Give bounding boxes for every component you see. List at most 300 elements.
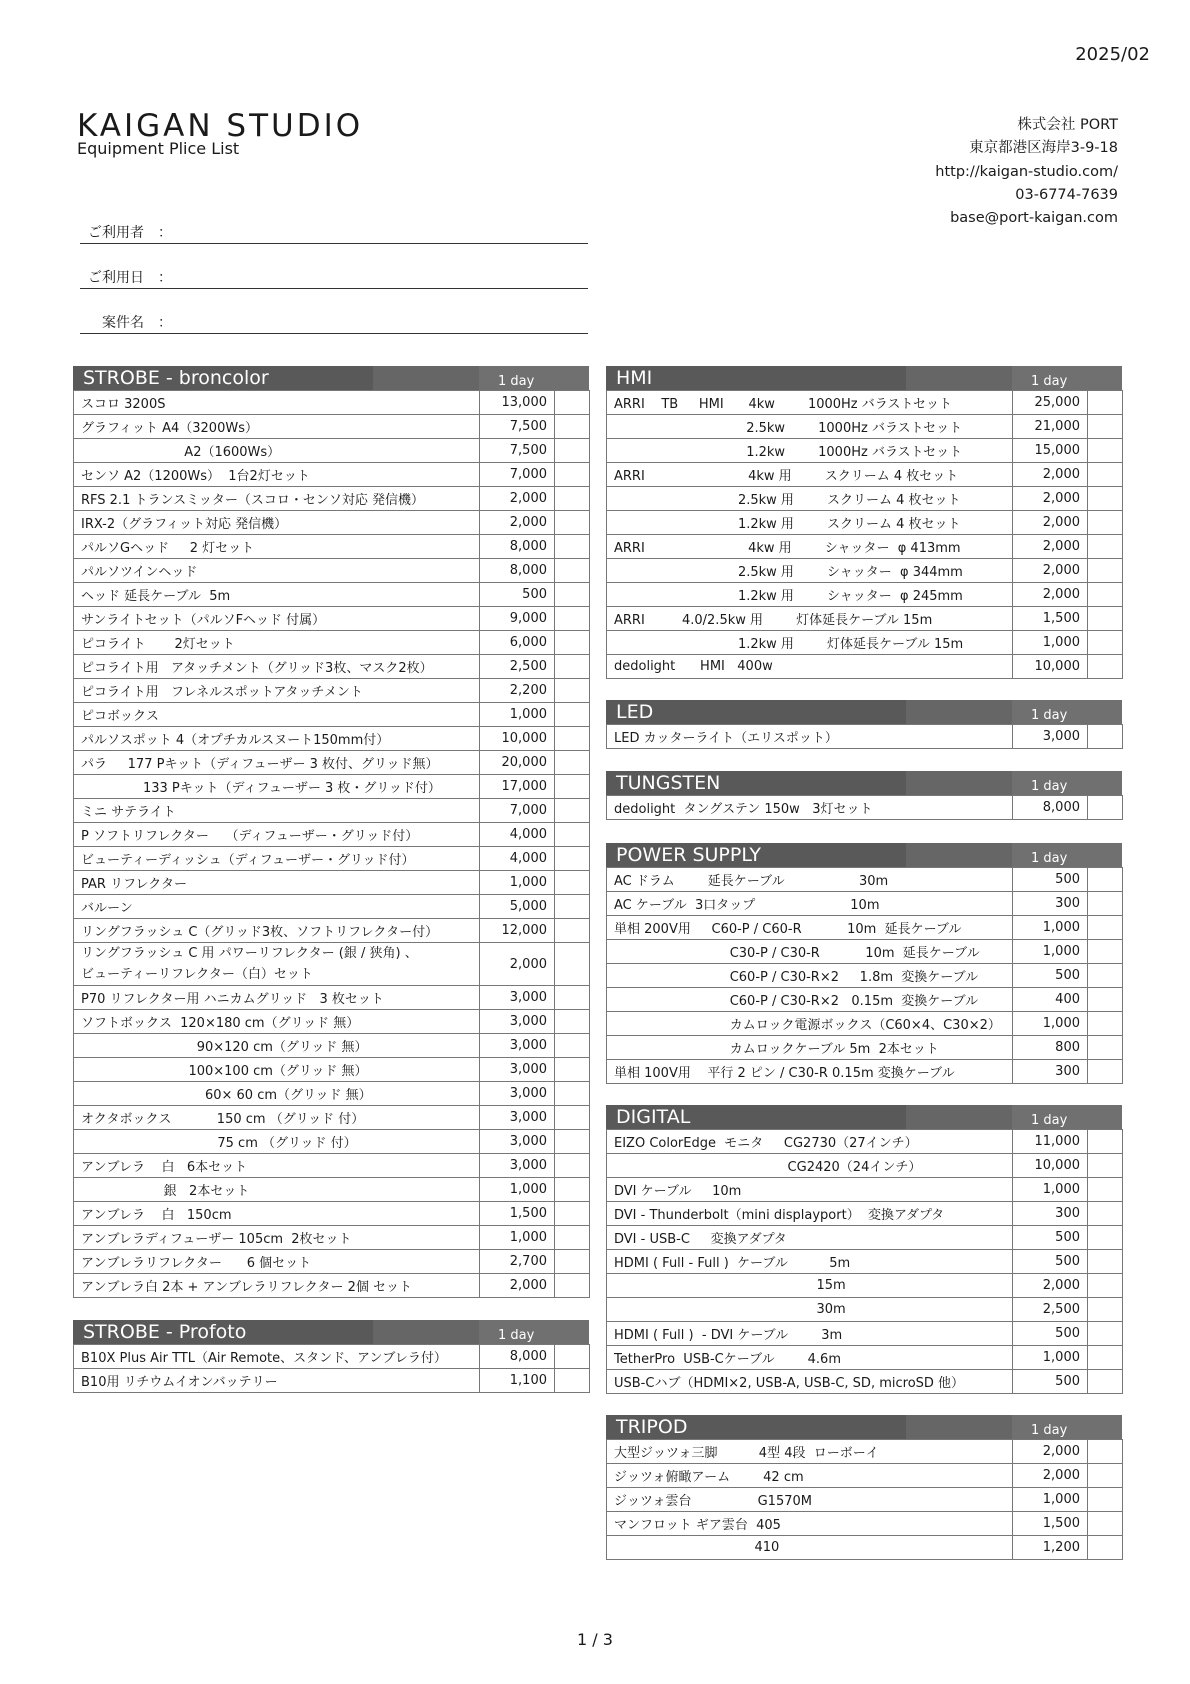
item-name: ピコライト用 フレネルスポットアタッチメント <box>74 679 480 703</box>
item-name: 銀 2本セット <box>74 1178 480 1202</box>
table-row <box>607 1536 1123 1560</box>
project-field[interactable] <box>80 312 588 334</box>
quantity-cell[interactable] <box>555 1130 590 1154</box>
item-price: 8,000 <box>480 1345 555 1369</box>
table-row <box>74 511 590 535</box>
day-label: 1 day <box>1031 708 1068 723</box>
item-price: 1,000 <box>1013 940 1088 964</box>
item-price: 7,500 <box>480 415 555 439</box>
item-price: 2,000 <box>1013 1440 1088 1464</box>
table-row <box>607 415 1123 439</box>
quantity-cell[interactable] <box>555 847 590 871</box>
header-shade <box>373 1320 479 1344</box>
table-row <box>607 1226 1123 1250</box>
table-row <box>607 655 1123 679</box>
item-name: ソフトボックス 120×180 cm（グリッド 無） <box>74 1010 480 1034</box>
quantity-cell[interactable] <box>1088 415 1123 439</box>
quantity-cell[interactable] <box>555 751 590 775</box>
table-row <box>607 1202 1123 1226</box>
quantity-cell[interactable] <box>555 727 590 751</box>
item-name: ピコライト 2灯セット <box>74 631 480 655</box>
quantity-cell[interactable] <box>555 583 590 607</box>
quantity-cell[interactable] <box>1088 607 1123 631</box>
item-name: DVI - Thunderbolt（mini displayport） 変換アダプタ <box>607 1202 1013 1226</box>
item-name: P ソフトリフレクター （ディフューザー・グリッド付） <box>74 823 480 847</box>
table-row <box>607 1060 1123 1084</box>
table-row <box>607 1298 1123 1322</box>
table-row <box>607 1178 1123 1202</box>
item-price: 10,000 <box>1013 1154 1088 1178</box>
quantity-cell[interactable] <box>1088 916 1123 940</box>
table-row <box>74 1226 590 1250</box>
item-price: 3,000 <box>480 1106 555 1130</box>
item-price: 1,500 <box>1013 1512 1088 1536</box>
table-row <box>74 1130 590 1154</box>
item-name: 75 cm （グリッド 付） <box>74 1130 480 1154</box>
item-price: 1,200 <box>1013 1536 1088 1560</box>
item-name: ARRI 4.0/2.5kw 用 灯体延長ケーブル 15m <box>607 607 1013 631</box>
item-name: パラ 177 Pキット（ディフューザー 3 枚付、グリッド無） <box>74 751 480 775</box>
table-row <box>607 1440 1123 1464</box>
item-price: 4,000 <box>480 847 555 871</box>
item-name: 単相 100V用 平行 2 ピン / C30-R 0.15m 変換ケーブル <box>607 1060 1013 1084</box>
quantity-cell[interactable] <box>555 895 590 919</box>
item-price: 500 <box>1013 1250 1088 1274</box>
quantity-cell[interactable] <box>1088 1060 1123 1084</box>
quantity-cell[interactable] <box>555 1178 590 1202</box>
table-row <box>74 871 590 895</box>
quantity-cell[interactable] <box>555 415 590 439</box>
item-name: 大型ジッツォ三脚 4型 4段 ローボーイ <box>607 1440 1013 1464</box>
quantity-cell[interactable] <box>1088 892 1123 916</box>
user-field[interactable] <box>80 222 588 244</box>
item-price: 17,000 <box>480 775 555 799</box>
item-price: 300 <box>1013 892 1088 916</box>
table-row <box>607 439 1123 463</box>
item-price: 500 <box>1013 1322 1088 1346</box>
price-table <box>606 390 1123 679</box>
item-name: DVI - USB-C 変換アダプタ <box>607 1226 1013 1250</box>
header-shade <box>906 700 1012 724</box>
quantity-cell[interactable] <box>1088 1250 1123 1274</box>
item-price: 2,000 <box>480 943 555 986</box>
item-name: オクタボックス 150 cm （グリッド 付） <box>74 1106 480 1130</box>
item-name: アンブレラ 白 6本セット <box>74 1154 480 1178</box>
quantity-cell[interactable] <box>1088 725 1123 749</box>
table-row <box>607 1370 1123 1394</box>
section-led <box>606 700 1122 749</box>
quantity-cell[interactable] <box>555 439 590 463</box>
item-name: パルソGヘッド 2 灯セット <box>74 535 480 559</box>
item-name: カムロックケーブル 5m 2本セット <box>607 1036 1013 1060</box>
table-row <box>607 1036 1123 1060</box>
quantity-cell[interactable] <box>1088 1298 1123 1322</box>
item-name: アンブレラ白 2本 + アンブレラリフレクター 2個 セット <box>74 1274 480 1298</box>
item-price: 1,000 <box>1013 1346 1088 1370</box>
item-price: 11,000 <box>1013 1130 1088 1154</box>
quantity-cell[interactable] <box>1088 1130 1123 1154</box>
item-name: 単相 200V用 C60-P / C60-R 10m 延長ケーブル <box>607 916 1013 940</box>
table-row <box>74 727 590 751</box>
item-price: 10,000 <box>480 727 555 751</box>
table-row <box>607 1130 1123 1154</box>
item-price: 10,000 <box>1013 655 1088 679</box>
item-price: 8,000 <box>480 535 555 559</box>
table-row <box>74 1274 590 1298</box>
table-row <box>74 391 590 415</box>
item-name-line1: リングフラッシュ C 用 パワーリフレクター (銀 / 狭角) 、 <box>81 946 418 961</box>
item-price: 3,000 <box>480 986 555 1010</box>
item-name: アンブレラリフレクター 6 個セット <box>74 1250 480 1274</box>
item-price: 2,000 <box>1013 1274 1088 1298</box>
item-price: 3,000 <box>480 1010 555 1034</box>
price-table <box>606 1439 1123 1560</box>
item-name: ピコボックス <box>74 703 480 727</box>
table-row <box>74 583 590 607</box>
quantity-cell[interactable] <box>1088 940 1123 964</box>
item-price: 2,500 <box>1013 1298 1088 1322</box>
quantity-cell[interactable] <box>1088 439 1123 463</box>
item-price: 1,000 <box>480 1226 555 1250</box>
item-price: 2,000 <box>1013 1464 1088 1488</box>
company-url[interactable]: http://kaigan-studio.com/ <box>935 163 1118 180</box>
quantity-cell[interactable] <box>555 535 590 559</box>
item-price: 300 <box>1013 1202 1088 1226</box>
table-row <box>74 1082 590 1106</box>
item-name: 90×120 cm（グリッド 無） <box>74 1034 480 1058</box>
table-row <box>607 535 1123 559</box>
document-date: 2025/02 <box>1075 44 1150 65</box>
quantity-cell[interactable] <box>1088 391 1123 415</box>
quantity-cell[interactable] <box>555 919 590 943</box>
quantity-cell[interactable] <box>1088 1274 1123 1298</box>
item-price: 15,000 <box>1013 439 1088 463</box>
item-price: 3,000 <box>480 1154 555 1178</box>
quantity-cell[interactable] <box>555 1034 590 1058</box>
table-row <box>74 1106 590 1130</box>
quantity-cell[interactable] <box>1088 463 1123 487</box>
header-shade <box>906 771 1012 795</box>
quantity-cell[interactable] <box>1088 1440 1123 1464</box>
quantity-cell[interactable] <box>1088 1226 1123 1250</box>
item-name: B10X Plus Air TTL（Air Remote、スタンド、アンブレラ付） <box>74 1345 480 1369</box>
quantity-cell[interactable] <box>1088 1370 1123 1394</box>
section-hmi <box>606 366 1122 679</box>
quantity-cell[interactable] <box>1088 1036 1123 1060</box>
quantity-cell[interactable] <box>555 1274 590 1298</box>
item-name: dedolight HMI 400w <box>607 655 1013 679</box>
table-row <box>607 868 1123 892</box>
item-name: 2.5kw 用 シャッター φ 344mm <box>607 559 1013 583</box>
item-name: RFS 2.1 トランスミッター（スコロ・センソ対応 発信機） <box>74 487 480 511</box>
item-price: 3,000 <box>480 1034 555 1058</box>
item-price: 7,000 <box>480 463 555 487</box>
table-row <box>74 487 590 511</box>
table-row <box>74 823 590 847</box>
date-label: ご利用日 ： <box>88 270 172 286</box>
quantity-cell[interactable] <box>1088 1012 1123 1036</box>
item-name: TetherPro USB-Cケーブル 4.6m <box>607 1346 1013 1370</box>
item-price: 400 <box>1013 988 1088 1012</box>
item-name: 15m <box>607 1274 1013 1298</box>
item-price: 2,000 <box>1013 487 1088 511</box>
quantity-cell[interactable] <box>555 1226 590 1250</box>
item-name: PAR リフレクター <box>74 871 480 895</box>
item-name: B10用 リチウムイオンバッテリー <box>74 1369 480 1393</box>
item-price: 2,000 <box>1013 583 1088 607</box>
item-name: ジッツォ俯瞰アーム 42 cm <box>607 1464 1013 1488</box>
quantity-cell[interactable] <box>1088 988 1123 1012</box>
item-name <box>74 943 480 986</box>
table-row <box>74 895 590 919</box>
item-price: 2,000 <box>480 1274 555 1298</box>
quantity-cell[interactable] <box>555 1345 590 1369</box>
item-price: 2,000 <box>1013 559 1088 583</box>
item-price: 1,000 <box>1013 631 1088 655</box>
item-name-line2: ビューティーリフレクター（白）セット <box>81 967 313 982</box>
item-name: グラフィット A4（3200Ws） <box>74 415 480 439</box>
item-price: 1,100 <box>480 1369 555 1393</box>
quantity-cell[interactable] <box>1088 559 1123 583</box>
item-name: 1.2kw 用 シャッター φ 245mm <box>607 583 1013 607</box>
table-row <box>74 1178 590 1202</box>
quantity-cell[interactable] <box>1088 1346 1123 1370</box>
document-subtitle: Equipment Plice List <box>77 139 240 158</box>
item-name: AC ドラム 延長ケーブル 30m <box>607 868 1013 892</box>
table-row <box>607 1154 1123 1178</box>
table-row <box>607 1250 1123 1274</box>
table-row <box>607 1012 1123 1036</box>
item-name: ピコライト用 アタッチメント（グリッド3枚、マスク2枚） <box>74 655 480 679</box>
section-strobe-broncolor <box>73 366 589 1298</box>
quantity-cell[interactable] <box>555 1106 590 1130</box>
quantity-cell[interactable] <box>555 823 590 847</box>
quantity-cell[interactable] <box>555 679 590 703</box>
item-price: 8,000 <box>1013 796 1088 820</box>
item-name: カムロック電源ボックス（C60×4、C30×2） <box>607 1012 1013 1036</box>
quantity-cell[interactable] <box>555 871 590 895</box>
company-info <box>935 114 1118 230</box>
section-header <box>606 1105 1122 1129</box>
item-name: ビューティーディッシュ（ディフューザー・グリッド付） <box>74 847 480 871</box>
item-name: 2.5kw 用 スクリーム 4 枚セット <box>607 487 1013 511</box>
section-strobe-profoto <box>73 1320 589 1393</box>
section-title: STROBE - Profoto <box>83 1321 247 1343</box>
header-shade <box>906 1105 1012 1129</box>
item-price: 500 <box>480 583 555 607</box>
day-label: 1 day <box>1031 851 1068 866</box>
item-price: 3,000 <box>1013 725 1088 749</box>
quantity-cell[interactable] <box>1088 487 1123 511</box>
item-price: 1,000 <box>1013 916 1088 940</box>
section-header <box>606 366 1122 390</box>
quantity-cell[interactable] <box>1088 1488 1123 1512</box>
table-row <box>74 631 590 655</box>
quantity-cell[interactable] <box>1088 1536 1123 1560</box>
item-name: 60× 60 cm（グリッド 無） <box>74 1082 480 1106</box>
header-shade <box>906 366 1012 390</box>
table-row <box>74 415 590 439</box>
quantity-cell[interactable] <box>1088 1322 1123 1346</box>
quantity-cell[interactable] <box>555 511 590 535</box>
table-row <box>74 655 590 679</box>
quantity-cell[interactable] <box>555 391 590 415</box>
quantity-cell[interactable] <box>1088 868 1123 892</box>
table-row <box>74 1345 590 1369</box>
quantity-cell[interactable] <box>1088 1154 1123 1178</box>
item-name: 133 Pキット（ディフューザー 3 枚・グリッド付） <box>74 775 480 799</box>
day-label: 1 day <box>1031 1113 1068 1128</box>
item-name: P70 リフレクター用 ハニカムグリッド 3 枚セット <box>74 986 480 1010</box>
day-label: 1 day <box>1031 374 1068 389</box>
quantity-cell[interactable] <box>555 799 590 823</box>
header-shade <box>906 1415 1012 1439</box>
quantity-cell[interactable] <box>555 1250 590 1274</box>
quantity-cell[interactable] <box>1088 964 1123 988</box>
table-row <box>74 1369 590 1393</box>
day-label: 1 day <box>498 374 535 389</box>
item-price: 9,000 <box>480 607 555 631</box>
item-name: センソ A2（1200Ws） 1台2灯セット <box>74 463 480 487</box>
company-email[interactable]: base@port-kaigan.com <box>950 210 1118 227</box>
item-name: リングフラッシュ C（グリッド3枚、ソフトリフレクター付） <box>74 919 480 943</box>
item-name: パルソツインヘッド <box>74 559 480 583</box>
item-price: 7,500 <box>480 439 555 463</box>
quantity-cell[interactable] <box>555 986 590 1010</box>
quantity-cell[interactable] <box>555 775 590 799</box>
quantity-cell[interactable] <box>1088 535 1123 559</box>
item-name: ジッツォ雲台 G1570M <box>607 1488 1013 1512</box>
item-price: 1,000 <box>1013 1012 1088 1036</box>
item-price: 7,000 <box>480 799 555 823</box>
quantity-cell[interactable] <box>555 1202 590 1226</box>
item-name: アンブレラ 白 150cm <box>74 1202 480 1226</box>
quantity-cell[interactable] <box>1088 631 1123 655</box>
item-name: マンフロット ギア雲台 405 <box>607 1512 1013 1536</box>
quantity-cell[interactable] <box>555 559 590 583</box>
day-label: 1 day <box>1031 1423 1068 1438</box>
quantity-cell[interactable] <box>1088 583 1123 607</box>
item-name: ARRI 4kw 用 シャッター φ 413mm <box>607 535 1013 559</box>
table-row <box>607 1322 1123 1346</box>
table-row <box>607 511 1123 535</box>
table-row <box>74 1010 590 1034</box>
table-row <box>74 607 590 631</box>
table-row <box>74 919 590 943</box>
table-row <box>74 1058 590 1082</box>
item-name: バルーン <box>74 895 480 919</box>
item-price: 13,000 <box>480 391 555 415</box>
quantity-cell[interactable] <box>555 631 590 655</box>
quantity-cell[interactable] <box>555 703 590 727</box>
quantity-cell[interactable] <box>555 1154 590 1178</box>
section-tungsten <box>606 771 1122 820</box>
date-field[interactable] <box>80 267 588 289</box>
section-tripod <box>606 1415 1122 1560</box>
item-name: ARRI 4kw 用 スクリーム 4 枚セット <box>607 463 1013 487</box>
table-row <box>607 1488 1123 1512</box>
company-phone: 03-6774-7639 <box>1015 186 1118 203</box>
item-name: C30-P / C30-R 10m 延長ケーブル <box>607 940 1013 964</box>
item-price: 20,000 <box>480 751 555 775</box>
table-row <box>607 940 1123 964</box>
table-row <box>607 559 1123 583</box>
section-header <box>73 366 589 390</box>
item-price: 1,000 <box>1013 1178 1088 1202</box>
table-row <box>74 1250 590 1274</box>
table-row <box>74 847 590 871</box>
item-price: 2,000 <box>1013 463 1088 487</box>
table-row <box>74 679 590 703</box>
item-price: 1,000 <box>480 1178 555 1202</box>
item-price: 2,500 <box>480 655 555 679</box>
item-price: 3,000 <box>480 1130 555 1154</box>
quantity-cell[interactable] <box>555 463 590 487</box>
quantity-cell[interactable] <box>555 943 590 986</box>
quantity-cell[interactable] <box>555 1010 590 1034</box>
table-row <box>607 916 1123 940</box>
table-row <box>607 1512 1123 1536</box>
item-price: 1,000 <box>1013 1488 1088 1512</box>
item-price: 800 <box>1013 1036 1088 1060</box>
quantity-cell[interactable] <box>1088 796 1123 820</box>
item-name: パルソスポット 4（オプチカルスヌート150mm付） <box>74 727 480 751</box>
table-row <box>74 703 590 727</box>
quantity-cell[interactable] <box>1088 1202 1123 1226</box>
item-name: AC ケーブル 3口タップ 10m <box>607 892 1013 916</box>
item-name: サンライトセット（パルソFヘッド 付属） <box>74 607 480 631</box>
table-row <box>607 964 1123 988</box>
item-name: USB-Cハブ（HDMI×2, USB-A, USB-C, SD, microSD 他） <box>607 1370 1013 1394</box>
section-header <box>606 1415 1122 1439</box>
header-shade <box>373 366 479 390</box>
item-name: 1.2kw 1000Hz バラストセット <box>607 439 1013 463</box>
day-label: 1 day <box>1031 779 1068 794</box>
header-shade <box>906 843 1012 867</box>
day-label: 1 day <box>498 1328 535 1343</box>
table-row <box>607 988 1123 1012</box>
table-row <box>74 986 590 1010</box>
table-row <box>607 583 1123 607</box>
item-name: EIZO ColorEdge モニタ CG2730（27インチ） <box>607 1130 1013 1154</box>
table-row <box>74 559 590 583</box>
quantity-cell[interactable] <box>1088 1178 1123 1202</box>
table-row <box>607 725 1123 749</box>
quantity-cell[interactable] <box>555 1058 590 1082</box>
table-row <box>607 1346 1123 1370</box>
studio-logo: KAIGAN STUDIO <box>77 108 364 144</box>
quantity-cell[interactable] <box>1088 511 1123 535</box>
quantity-cell[interactable] <box>555 607 590 631</box>
table-row <box>607 631 1123 655</box>
section-title: TUNGSTEN <box>616 772 721 794</box>
item-name: HDMI ( Full ) - DVI ケーブル 3m <box>607 1322 1013 1346</box>
quantity-cell[interactable] <box>555 655 590 679</box>
section-header <box>606 771 1122 795</box>
quantity-cell[interactable] <box>1088 1464 1123 1488</box>
item-name: ミニ サテライト <box>74 799 480 823</box>
item-name: C60-P / C30-R×2 1.8m 変換ケーブル <box>607 964 1013 988</box>
item-price: 500 <box>1013 1370 1088 1394</box>
table-row <box>607 391 1123 415</box>
quantity-cell[interactable] <box>555 1082 590 1106</box>
quantity-cell[interactable] <box>1088 655 1123 679</box>
quantity-cell[interactable] <box>555 487 590 511</box>
table-row <box>607 487 1123 511</box>
quantity-cell[interactable] <box>1088 1512 1123 1536</box>
quantity-cell[interactable] <box>555 1369 590 1393</box>
section-title: TRIPOD <box>616 1416 688 1438</box>
